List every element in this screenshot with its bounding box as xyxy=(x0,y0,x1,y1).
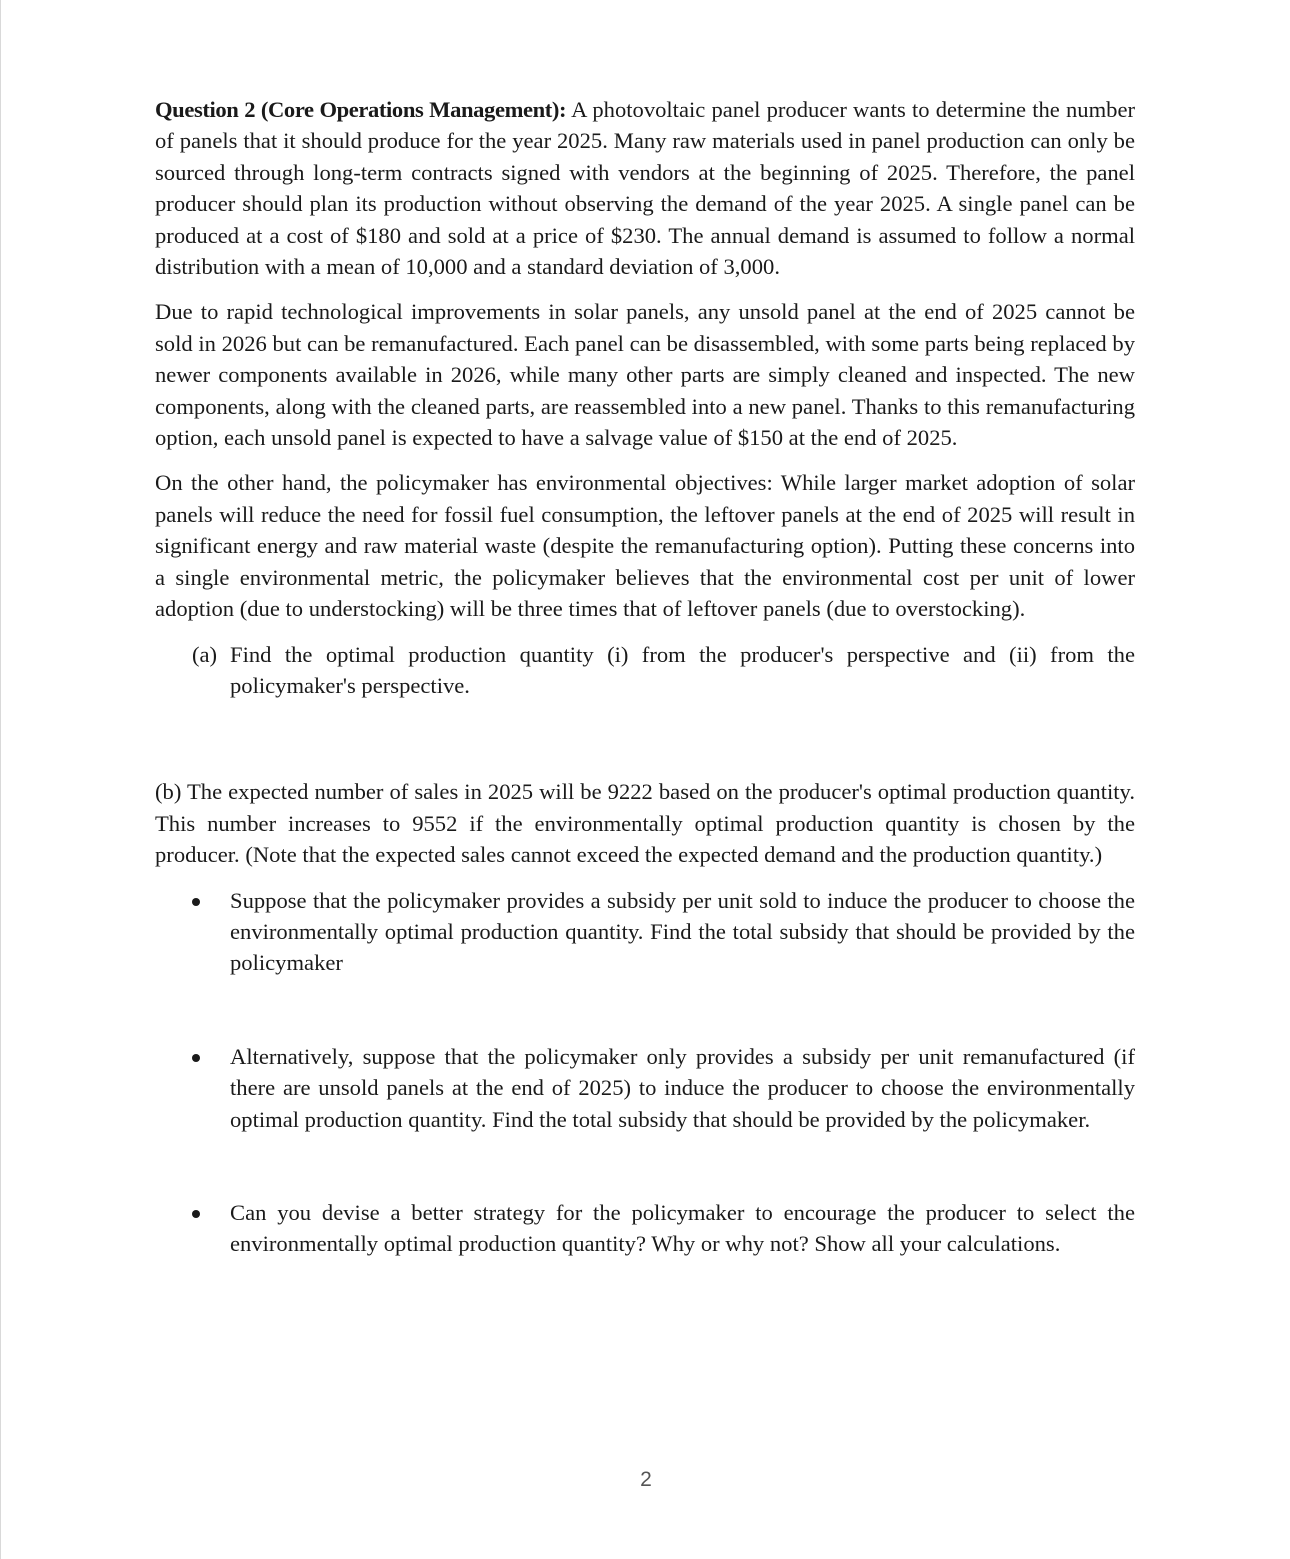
question-heading: Question 2 (Core Operations Management): xyxy=(155,97,567,122)
bullet-item-better-strategy xyxy=(230,1197,1135,1260)
remanufacturing-paragraph: Due to rapid technological improvements in solar panels, any unsold panel at the end of 2025 cannot be sold in 2026 but can be remanufactured. Each panel can be disassembled, with some parts being replaced by newer components available in 2026, while many other parts are simply cleaned and inspected. The new components, along with the cleaned parts, are reassembled into a new panel. Thanks to this remanufacturing option, each unsold panel is expected to have a salvage value of $150 at the end of 2025. xyxy=(155,299,1135,451)
part-b-paragraph: (b) The expected number of sales in 2025 will be 9222 based on the producer's optimal production quantity. This number increases to 9552 if the environmentally optimal production quantity is chosen by the producer. (Note that the expected sales cannot exceed the expected demand and the production quantity.) xyxy=(155,779,1135,868)
part-b-bullet-list xyxy=(155,885,1135,1260)
bullet-text: Alternatively, suppose that the policymaker only provides a subsidy per unit remanufactured (if there are unsold panels at the end of 2025) to induce the producer to choose the environmentally optimal production quantity. Find the total subsidy that should be provided by the policymaker. xyxy=(230,1043,1135,1132)
part-a-label: (a) xyxy=(192,641,218,667)
part-a-item xyxy=(192,639,1135,702)
bullet-text: Can you devise a better strategy for the policymaker to encourage the producer to select the environmentally optimal production quantity? Why or why not? Show all your calculations. xyxy=(230,1199,1135,1257)
question-intro-text: A photovoltaic panel producer wants to determine the number of panels that it should produce for the year 2025. Many raw materials used in panel production can only be sourced through long-term contracts signed with vendors at the beginning of 2025. Therefore, the panel producer should plan its production without observing the demand of the year 2025. A single panel can be produced at a cost of $180 and sold at a price of $230. The annual demand is assumed to follow a normal distribution with a mean of 10,000 and a standard deviation of 3,000. xyxy=(155,97,1136,280)
document-content xyxy=(155,94,1135,1260)
question-intro-paragraph xyxy=(155,94,1135,282)
part-a-text: Find the optimal production quantity (i) from the producer's perspective and (ii) from the policymaker's perspective. xyxy=(230,641,1135,698)
bullet-item-sales-subsidy xyxy=(230,885,1135,979)
bullet-text: Suppose that the policymaker provides a subsidy per unit sold to induce the producer to choose the environmentally optimal production quantity. Find the total subsidy that should be provided by the policymaker xyxy=(230,887,1135,976)
bullet-icon xyxy=(192,1054,200,1062)
policymaker-paragraph: On the other hand, the policymaker has environmental objectives: While larger market adoption of solar panels will reduce the need for fossil fuel consumption, the leftover panels at the end of 2025 will result in significant energy and raw material waste (despite the remanufacturing option). Putting these concerns into a single environmental metric, the policymaker believes that the environmental cost per unit of lower adoption (due to understocking) will be three times that of leftover panels (due to overstocking). xyxy=(155,470,1135,622)
bullet-item-remanufacture-subsidy xyxy=(230,1041,1135,1135)
bullet-icon xyxy=(192,1210,200,1218)
bullet-icon xyxy=(192,898,200,906)
page-number: 2 xyxy=(640,1468,652,1491)
